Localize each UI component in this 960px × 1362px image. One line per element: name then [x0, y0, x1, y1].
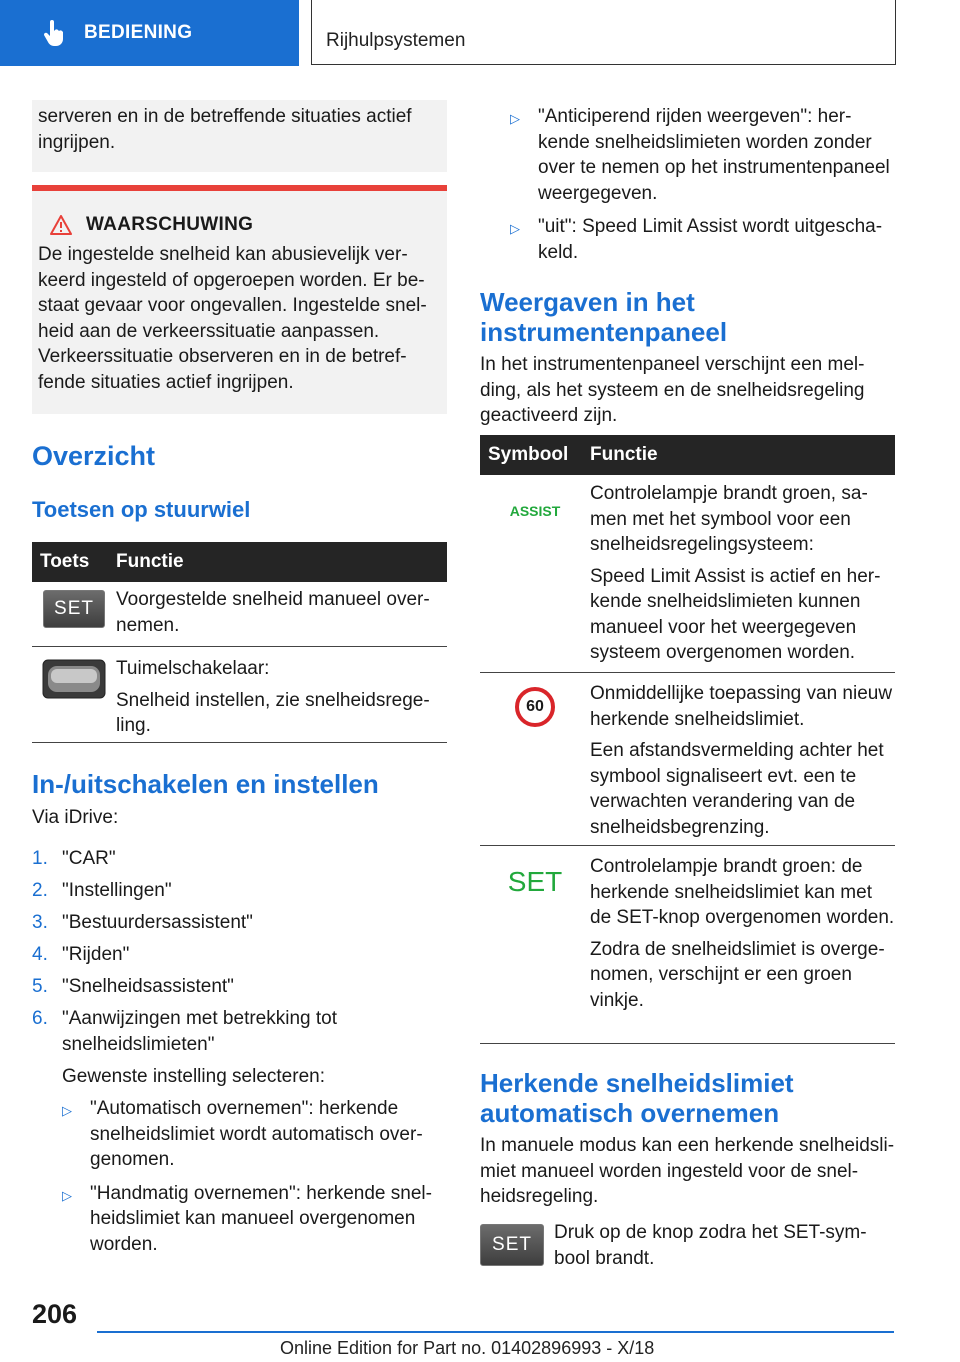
hand-pointer-icon [42, 20, 68, 46]
header-function: Functie [116, 551, 184, 572]
function-cell [116, 582, 447, 646]
symbol-cell [32, 647, 116, 742]
header-key: Toets [40, 551, 90, 572]
set-key-icon: SET [480, 1224, 544, 1266]
symbol-cell [480, 673, 590, 845]
buttons-table [32, 542, 447, 743]
footer-divider [97, 1331, 894, 1333]
options-list [62, 1096, 447, 1265]
table-row [32, 582, 447, 647]
symbol-cell [480, 846, 590, 1043]
warning-header [50, 211, 439, 239]
list-item: ▷ "Anticiperend rijden weergeven": herkende snelheidslimieten worden zonder over te nemen op het instrumentenpaneel weergegeven. [510, 104, 895, 206]
press-text: Druk op de knop zodra het SET-symbool brandt. [554, 1222, 867, 1269]
list-item: ▷ "uit": Speed Limit Assist wordt uitgeschakeld. [510, 214, 895, 265]
symbol-cell [480, 475, 590, 672]
warning-text: De ingestelde snelheid kan abusievelijk verkeerd ingesteld of opgeroepen worden. Er bestaat gevaar voor ongevallen. Ingestelde snelheid aan de verkeerssituatie aanpassen. Verkeerssituatie observeren en in de betreffende situaties actief ingrijpen. [38, 244, 427, 393]
assist-symbol-icon: ASSIST [509, 503, 561, 519]
accept-heading: Herkende snelheidslimiet automatisch overnemen [480, 1068, 794, 1128]
options-list-cont [510, 104, 895, 273]
function-cell: Controlelampje brandt groen: de herkende snelheidslimiet kan met de SET-knop overgenomen worden. Zodra de snelheidslimiet is overgenomen, verschijnt er een groen vinkje. [590, 856, 895, 1011]
section-label: BEDIENING [84, 22, 193, 43]
function-text: Voorgestelde snelheid manueel overnemen. [116, 589, 430, 636]
table-header [32, 542, 447, 582]
table-row [480, 475, 895, 673]
warning-title: WAARSCHUWING [86, 214, 254, 236]
table-row [480, 673, 895, 846]
function-text: Tuimelschakelaar: [116, 658, 270, 679]
list-item: 1. "CAR" [32, 848, 116, 869]
list-item: 5. "Snelheidsassistent" [32, 976, 234, 997]
function-text: Snelheid instellen, zie snelheidsregeling. [116, 689, 430, 736]
list-item: ▷ "Handmatig overnemen": herkende snelheidslimiet kan manueel overgenomen worden. [62, 1181, 447, 1258]
display-text: In het instrumentenpaneel verschijnt een melding, als het systeem en de snelheidsregeling geactiveerd zijn. [480, 354, 865, 426]
continued-text: serveren en in de betreffende situaties actief ingrijpen. [38, 106, 412, 153]
steps-list [32, 846, 447, 1064]
continued-note [32, 100, 447, 172]
set-key-icon: SET [43, 590, 105, 628]
header-symbol: Symbool [488, 444, 569, 465]
chapter-title: Rijhulpsystemen [326, 30, 466, 51]
triangle-bullet-icon: ▷ [510, 221, 520, 236]
speed-limit-sign-icon: 60 [515, 687, 555, 727]
list-item: 2. "Instellingen" [32, 880, 172, 901]
list-item: 3. "Bestuurdersassistent" [32, 912, 253, 933]
table-header [480, 435, 895, 475]
table-row [32, 647, 447, 743]
accept-text: In manuele modus kan een herkende snelheidslimiet manueel worden ingesteld voor de snelheidsregeling. [480, 1135, 895, 1207]
chapter-header [311, 0, 896, 65]
select-text: Gewenste instelling selecteren: [62, 1066, 325, 1087]
triangle-bullet-icon: ▷ [62, 1187, 72, 1203]
display-heading: Weergaven in het instrumentenpaneel [480, 287, 728, 347]
warning-triangle-icon [50, 215, 72, 235]
warning-box [32, 185, 447, 414]
function-cell [116, 647, 447, 742]
list-item: 4. "Rijden" [32, 944, 130, 965]
symbol-cell [32, 582, 116, 646]
function-cell: Onmiddellijke toepassing van nieuw herkende snelheidslimiet. Een afstandsvermelding achter het symbool signaliseert evt. een te verwachten verandering van de snelheidsbegrenzing. [590, 683, 893, 838]
symbols-table [480, 435, 895, 1044]
header-function: Functie [590, 444, 658, 465]
rocker-switch-icon [42, 659, 106, 699]
onoff-heading: In-/uitschakelen en instellen [32, 769, 379, 799]
list-item: 6. "Aanwijzingen met betrekking tot snelheidslimieten" [32, 1008, 337, 1055]
set-symbol-icon: SET [507, 866, 563, 897]
edition-text: Online Edition for Part no. 01402896993 - X/18 [280, 1338, 655, 1358]
table-row [480, 846, 895, 1044]
triangle-bullet-icon: ▷ [62, 1103, 72, 1118]
section-tab[interactable] [0, 0, 299, 66]
overview-heading: Overzicht [32, 441, 156, 471]
function-cell: Controlelampje brandt groen, samen met het symbool voor een snelheidsregelingsysteem: Speed Limit Assist is actief en herkende snelheidslimieten kunnen manueel voor het weergegeven systeem overgenomen worden. [590, 483, 881, 663]
buttons-heading: Toetsen op stuurwiel [32, 497, 251, 522]
triangle-bullet-icon: ▷ [510, 111, 520, 126]
via-text: Via iDrive: [32, 807, 119, 828]
page-number: 206 [32, 1299, 78, 1329]
list-item: ▷ "Automatisch overnemen": herkende snelheidslimiet wordt automatisch overgenomen. [62, 1096, 447, 1173]
